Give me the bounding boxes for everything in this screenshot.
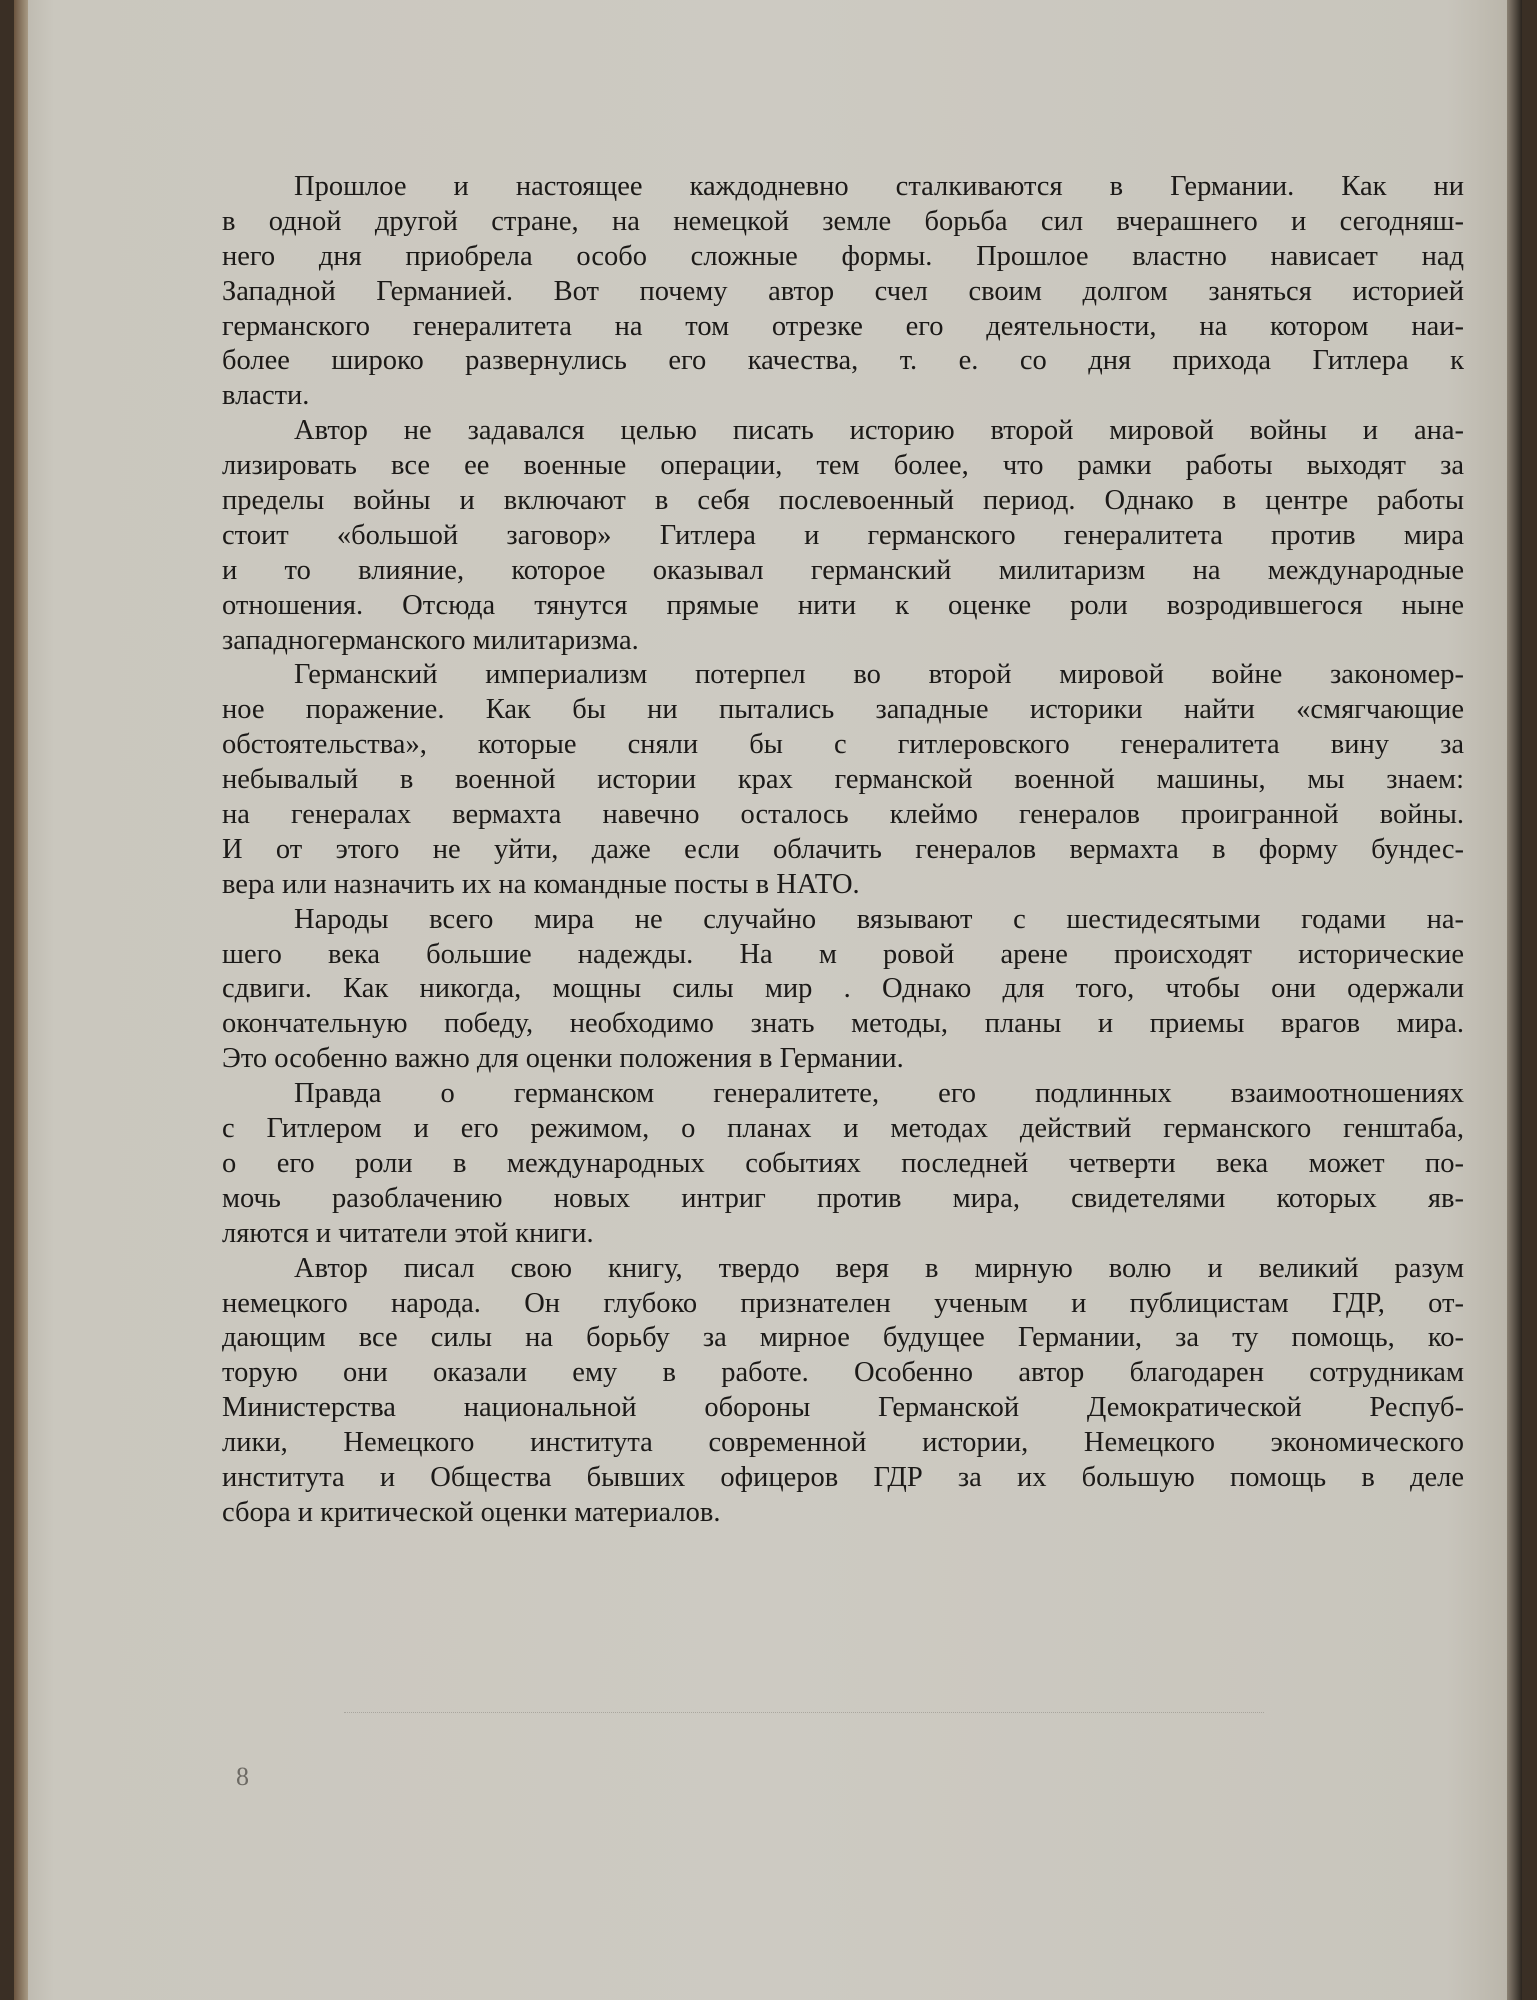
text-line: сбора и критической оценки материалов. — [222, 1496, 721, 1528]
text-line: Западной Германией. Вот почему автор счел своим долгом заняться историей — [222, 275, 1464, 307]
text-line: ляются и читатели этой книги. — [222, 1217, 594, 1249]
text-line: и то влияние, которое оказывал германский милитаризм на международные — [222, 554, 1464, 586]
text-line: окончательную победу, необходимо знать методы, планы и приемы врагов мира. — [222, 1008, 1464, 1040]
paragraph — [222, 658, 1464, 902]
text-line: на генералах вермахта навечно осталось клеймо генералов проигранной войны. — [222, 799, 1464, 831]
text-line: Правда о германском генералитете, его подлинных взаимоотношениях — [294, 1078, 1464, 1110]
text-line: сдвиги. Как никогда, мощны силы мир . Однако для того, чтобы они одержали — [222, 973, 1464, 1005]
body-text — [222, 170, 1464, 1531]
text-line: Автор не задавался целью писать историю второй мировой войны и ана- — [294, 415, 1464, 447]
bleed-through-marks — [344, 1712, 1264, 1723]
text-line: в одной другой стране, на немецкой земле борьба сил вчерашнего и сегодняш- — [222, 205, 1464, 237]
text-line: лизировать все ее военные операции, тем более, что рамки работы выходят за — [222, 450, 1464, 482]
paragraph — [222, 1252, 1464, 1531]
text-line: о его роли в международных событиях последней четверти века может по- — [222, 1147, 1464, 1179]
text-line: Министерства национальной обороны Германской Демократической Респуб- — [222, 1392, 1464, 1424]
page-left-edge — [14, 0, 28, 2000]
text-line: обстоятельства», которые сняли бы с гитлеровского генералитета вину за — [222, 729, 1464, 761]
text-line: дающим все силы на борьбу за мирное будущее Германии, за ту помощь, ко- — [222, 1322, 1464, 1354]
text-line: мочь разоблачению новых интриг против мира, свидетелями которых яв- — [222, 1182, 1464, 1214]
page-number: 8 — [236, 1762, 249, 1791]
text-line: более широко развернулись его качества, т. е. со дня прихода Гитлера к — [222, 345, 1464, 377]
text-line: лики, Немецкого института современной истории, Немецкого экономического — [222, 1427, 1464, 1459]
text-line: западногерманского милитаризма. — [222, 624, 639, 656]
text-line: небывалый в военной истории крах германской военной машины, мы знаем: — [222, 764, 1464, 796]
text-line: власти. — [222, 380, 310, 412]
text-line: И от этого не уйти, даже если облачить генералов вермахта в форму бундес- — [222, 833, 1464, 865]
paragraph — [222, 170, 1464, 414]
text-line: немецкого народа. Он глубоко признателен ученым и публицистам ГДР, от- — [222, 1287, 1464, 1319]
text-line: Автор писал свою книгу, твердо веря в мирную волю и великий разум — [294, 1252, 1464, 1284]
text-line: торую они оказали ему в работе. Особенно автор благодарен сотрудникам — [222, 1357, 1464, 1389]
paragraph — [222, 414, 1464, 658]
text-line: пределы войны и включают в себя послевоенный период. Однако в центре работы — [222, 485, 1464, 517]
page-right-edge — [1507, 0, 1522, 2000]
book-page — [14, 0, 1522, 2000]
text-line: стоит «большой заговор» Гитлера и германского генералитета против мира — [222, 519, 1464, 551]
text-line: с Гитлером и его режимом, о планах и методах действий германского генштаба, — [222, 1113, 1464, 1145]
text-line: вера или назначить их на командные посты в НАТО. — [222, 868, 860, 900]
text-line: германского генералитета на том отрезке его деятельности, на котором наи- — [222, 310, 1464, 342]
text-line: Прошлое и настоящее каждодневно сталкиваются в Германии. Как ни — [294, 171, 1464, 202]
text-line: ное поражение. Как бы ни пытались западные историки найти «смягчающие — [222, 694, 1464, 726]
text-line: Это особенно важно для оценки положения в Германии. — [222, 1043, 904, 1075]
text-line: него дня приобрела особо сложные формы. Прошлое властно нависает над — [222, 240, 1464, 272]
text-line: института и Общества бывших офицеров ГДР за их большую помощь в деле — [222, 1461, 1464, 1493]
paragraph — [222, 1077, 1464, 1251]
paragraph — [222, 903, 1464, 1077]
text-line: отношения. Отсюда тянутся прямые нити к оценке роли возродившегося ныне — [222, 589, 1464, 621]
text-line: Народы всего мира не случайно вязывают с шестидесятыми годами на- — [294, 903, 1464, 935]
text-line: шего века большие надежды. На м ровой арене происходят исторические — [222, 938, 1464, 970]
text-line: Германский империализм потерпел во второй мировой войне закономер- — [294, 659, 1464, 691]
